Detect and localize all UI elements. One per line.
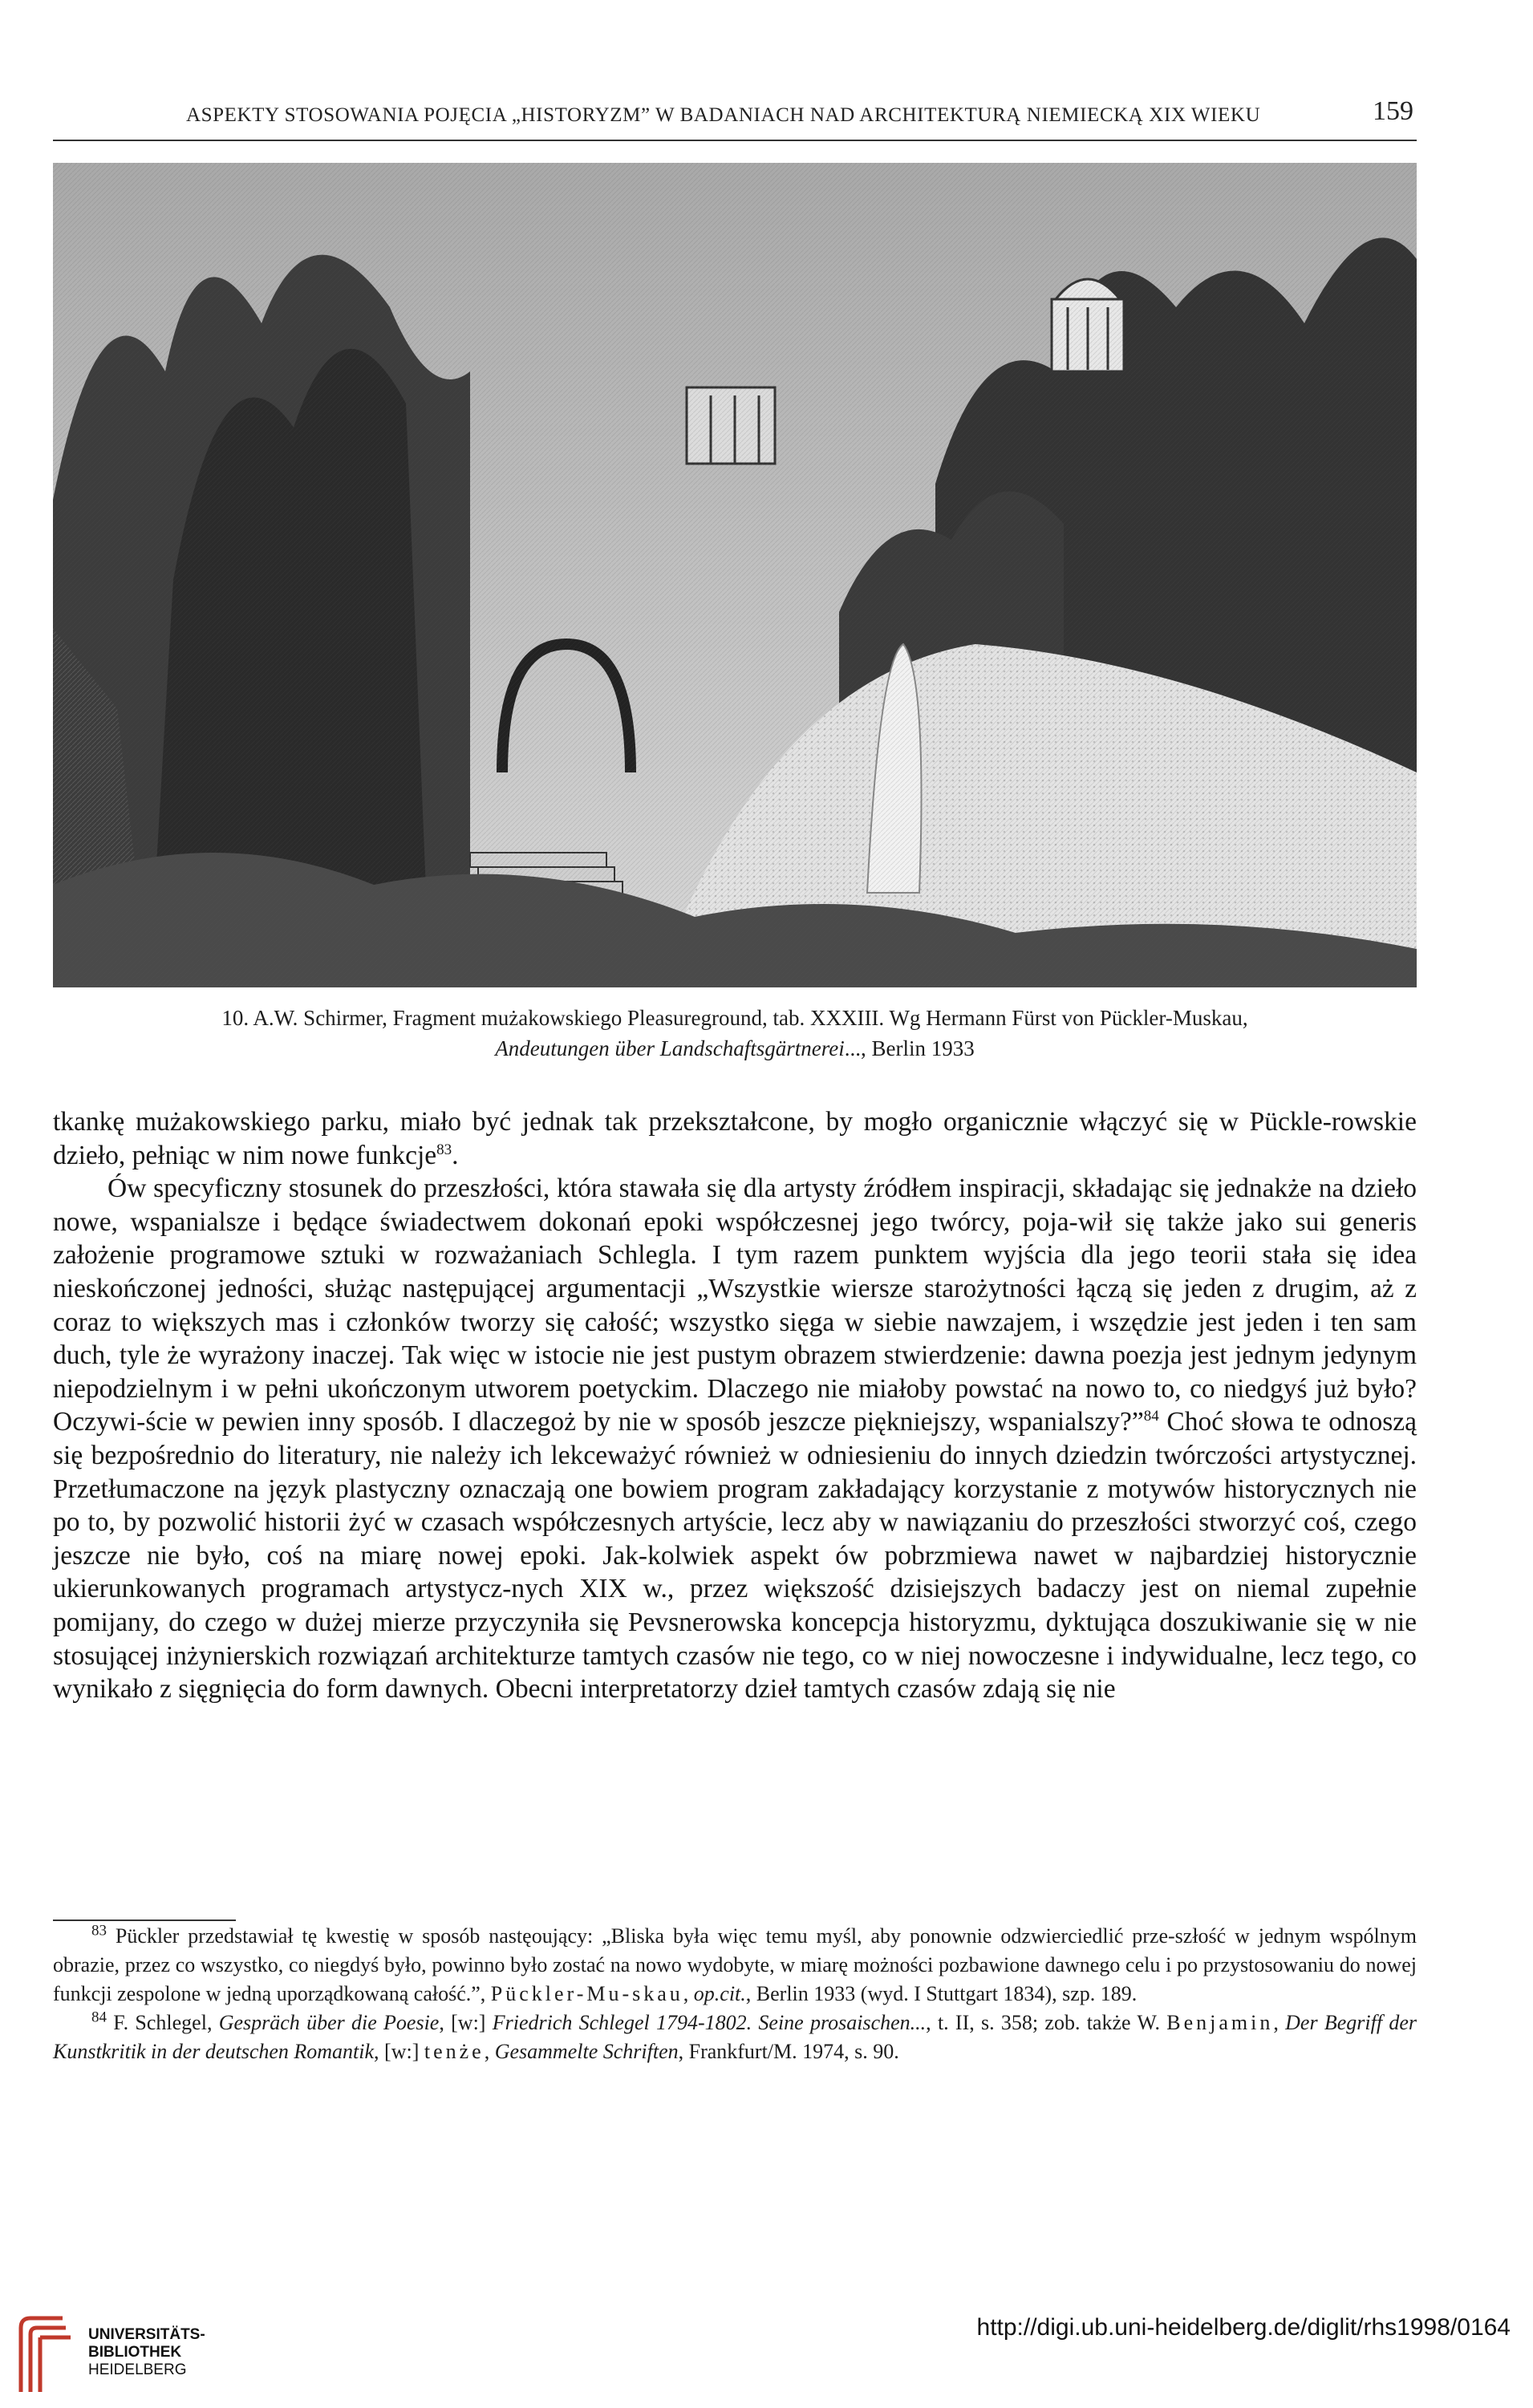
- header-title: ASPEKTY STOSOWANIA POJĘCIA „HISTORYZM” W BADANIACH NAD ARCHITEKTURĄ NIEMIECKĄ XIX WIEKU: [186, 104, 1261, 126]
- paragraph-2-text-b: Choć słowa te odnoszą się bezpośrednio do literatury, nie należy ich lekceważyć również w odniesieniu do innych dziedzin twórczości artystycznej. Przetłumaczone na język plastyczny oznaczają one bowiem program zakładający korzystanie z motywów historycznych nie po to, by pozwolić historii żyć w czasach współczesnych artyście, lecz aby w nawiązaniu do przeszłości stworzyć coś, czego jeszcze nie było, coś na miarę nowej epoki. Jak-kolwiek aspekt ów pobrzmiewa nawet w najbardziej historycznie ukierunkowanych programach artystycz-nych XIX w., przez większość dzisiejszych badaczy jest on niemal zupełnie pomijany, do czego w dużej mierze przyczyniła się Pevsnerowska koncepcja historyzmu, dyktująca doszukiwanie się w nie stosującej inżynierskich rozwiązań architekturze tamtych czasów nie tego, co w niej nowoczesne i indywidualne, lecz tego, co wynikało z sięgnięcia do form dawnych. Obecni interpretatorzy dzieł tamtych czasów zdają się nie: [53, 1407, 1417, 1705]
- footnote-84-title-1: Gespräch über die Poesie: [218, 2011, 440, 2034]
- source-url[interactable]: http://digi.ub.uni-heidelberg.de/diglit/rhs1998/0164: [976, 2314, 1511, 2341]
- paragraph-1: [53, 1105, 1417, 1172]
- running-header: [53, 96, 1417, 141]
- footnote-84-text-f: ,: [484, 2040, 495, 2063]
- footnote-84-author: Benjamin: [1166, 2011, 1274, 2034]
- park-engraving-illustration: [53, 163, 1417, 987]
- page-number: 159: [1373, 96, 1413, 126]
- paragraph-1-end: .: [452, 1140, 459, 1170]
- library-name-line-2: BIBLIOTHEK: [88, 2344, 182, 2361]
- caption-line-2: [53, 1033, 1417, 1064]
- footnote-84-text-d: ,: [1273, 2011, 1286, 2034]
- footnote-84-title-4: Gesammelte Schriften: [494, 2040, 679, 2063]
- caption-book-title: Andeutungen über Landschaftsgärtnerei: [495, 1036, 845, 1060]
- footnote-ref-84: 84: [1143, 1408, 1159, 1425]
- footnote-84-title-2: Friedrich Schlegel 1794-1802. Seine prosaischen...: [492, 2011, 927, 2034]
- paragraph-1-text: tkankę mużakowskiego parku, miało być jednak tak przekształcone, by mogło organicznie włączyć się w Pückle-rowskie dzieło, pełniąc w nim nowe funkcje: [53, 1107, 1417, 1170]
- figure-caption: [53, 1003, 1417, 1064]
- footnote-divider: [53, 1920, 236, 1921]
- library-emblem-icon: [14, 2312, 79, 2400]
- caption-publication: ..., Berlin 1933: [844, 1036, 975, 1060]
- footnote-84-number: 84: [91, 2009, 107, 2026]
- library-logo: [14, 2312, 271, 2400]
- figure-engraving: [53, 163, 1417, 987]
- footnote-83-opcit: op.cit.: [693, 1982, 746, 2005]
- footnote-84-same-author: tenże: [424, 2040, 485, 2063]
- footnote-ref-83: 83: [436, 1141, 452, 1158]
- footnote-83: [53, 1922, 1417, 2009]
- footnote-84-text-e: , [w:]: [374, 2040, 424, 2063]
- library-name: [88, 2326, 205, 2379]
- caption-line-1: 10. A.W. Schirmer, Fragment mużakowskiego Pleasureground, tab. XXXIII. Wg Hermann Fürst von Pückler-Muskau,: [221, 1006, 1248, 1030]
- footnotes: [53, 1922, 1417, 2066]
- paragraph-2-text-a: Ów specyficzny stosunek do przeszłości, która stawała się dla artysty źródłem inspiracji, składając się jednakże na dzieło nowe, wspanialsze i będące świadectwem dokonań epoki współczesnej jego twórcy, poja-wił się także jako sui generis założenie programowe sztuki w rozważaniach Schlegla. I tym razem punktem wyjścia dla jego teorii stała się idea nieskończonej jedności, służąc następującej argumentacji „Wszystkie wiersze starożytności łączą się jeden z drugim, aż z coraz to większych mas i członków tworzy się całość; wszystko sięga w siebie nawzajem, i wszędzie jest jeden i ten sam duch, tyle że wyrażony inaczej. Tak więc w istocie nie jest pustym obrazem stwierdzenie: dawna poezja jest jednym jedynym niepodzielnym i w pełni ukończonym utworem poetyckim. Dlaczego nie miałoby powstać na nowo to, co niedgyś już było? Oczywi-ście w pewien inny sposób. I dlaczegoż by nie w sposób jeszcze piękniejszy, wspanialszy?”: [53, 1174, 1417, 1437]
- footnote-83-sep: ,: [683, 1982, 694, 2005]
- footnote-84-text-g: , Frankfurt/M. 1974, s. 90.: [678, 2040, 899, 2063]
- footnote-84-text-b: , [w:]: [439, 2011, 493, 2034]
- main-text: [53, 1105, 1417, 1706]
- library-name-line-3: HEIDELBERG: [88, 2361, 187, 2378]
- footnote-84-text-c: , t. II, s. 358; zob. także W.: [926, 2011, 1167, 2034]
- library-name-line-1: UNIVERSITÄTS-: [88, 2326, 205, 2343]
- footnote-84-title-3: Der Begriff der Kunstkritik in der deutschen Romantik: [53, 2011, 1417, 2063]
- paragraph-2: [53, 1172, 1417, 1706]
- footnote-83-text-end: , Berlin 1933 (wyd. I Stuttgart 1834), szp. 189.: [745, 1982, 1138, 2005]
- footnote-83-author: Pückler-Mu-skau: [490, 1982, 683, 2005]
- footnote-84: [53, 2009, 1417, 2066]
- footnote-83-number: 83: [91, 1922, 107, 1940]
- footnote-83-text: Pückler przedstawiał tę kwestię w sposób nastęoujący: „Bliska była więc temu myśl, aby ponownie odzwierciedlić prze-szłość w jednym wspólnym obrazie, przez co wszystko, co niegdyś było, powinno było zostać na nowo wydobyte, w miarę możności pozbawione dawnego celu i po przystosowaniu do nowej funkcji zespolone w jedną uporządkowaną całość.”,: [53, 1924, 1417, 2005]
- footnote-84-text-a: F. Schlegel,: [107, 2011, 219, 2034]
